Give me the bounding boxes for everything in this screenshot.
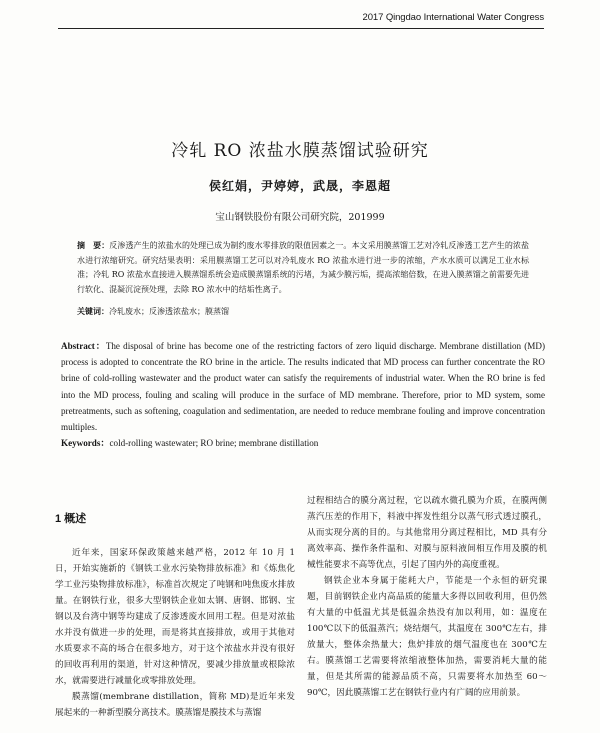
paper-title: 冷轧 RO 浓盐水膜蒸馏试验研究 [171, 141, 429, 161]
body-paragraph: 膜蒸馏(membrane distillation，简称 MD)是近年来发展起来的一种新型膜分离技术。膜蒸馏是膜技术与蒸馏 [55, 692, 295, 718]
english-abstract-label: Abstract： [61, 341, 106, 351]
english-keywords-label: Keywords： [61, 438, 110, 448]
body-paragraph: 钢铁企业本身属于能耗大户，节能是一个永恒的研究课题，目前钢铁企业内高品质的能量大多得以回收利用，但仍然有大量的中低温尤其是低温余热没有加以利用，如：温度在 100℃以下的低温蒸汽；烧结烟气，其温度在 300℃左右，排放量大，整体余热量大；焦炉排放的烟气温度也在 300℃左右。膜蒸馏工艺需要将浓缩液整体加热，需要消耗大量的能量，但是其所需的能源品质不高，只需要将水加热至 60～90℃，因此膜蒸馏工艺在钢铁行业内有广阔的应用前景。 [307, 576, 547, 698]
chinese-abstract-label: 摘 要： [77, 240, 110, 250]
english-keywords [61, 436, 545, 450]
english-abstract-text: The disposal of brine has become one of the restricting factors of zero liquid discharge. Membrane distillation (MD) process is adopted to concentrate the RO brine in the article. The results indicated that MD process can further concentrate the RO brine of cold-rolling wastewater and the product water can satisfy the requirements of industrial water. When the RO brine is fed into the MD process, fouling and scaling will produce in the surface of MD membrane. Therefore, prior to MD system, some pretreatments, such as softening, coagulation and sedimentation, are needed to reduce membrane fouling and improve concentration multiples. [61, 341, 545, 433]
chinese-keywords-text: 冷轧废水；反渗透浓盐水；膜蒸馏 [109, 307, 229, 316]
left-column [55, 545, 295, 721]
chinese-abstract [77, 238, 529, 297]
body-paragraph: 过程相结合的膜分离过程，它以疏水微孔膜为介质，在膜两侧蒸汽压差的作用下，料液中挥发性组分以蒸气形式透过膜孔，从而实现分离的目的。与其他常用分离过程相比，MD 具有分离效率高、操作条件温和、对膜与原料液间相互作用及膜的机械性能要求不高等优点，引起了国内外的高度重视。 [307, 496, 547, 570]
chinese-keywords-label: 关键词： [77, 306, 109, 316]
running-header [58, 12, 544, 29]
english-abstract [61, 338, 545, 435]
journal-name: 2017 Qingdao International Water Congress [362, 12, 544, 23]
chinese-abstract-text: 反渗透产生的浓盐水的处理已成为制约废水零排放的限值因素之一。本文采用膜蒸馏工艺对冷轧反渗透工艺产生的浓盐水进行浓缩研究。研究结果表明：采用膜蒸馏工艺可以对冷轧废水 RO 浓盐水进行进一步的浓缩，产水水质可以满足工业水标准；冷轧 RO 浓盐水直接进入膜蒸馏系统会造成膜蒸馏系统的污堵，为减少膜污垢，提高浓缩倍数，在进入膜蒸馏之前需要先进行软化、混凝沉淀预处理，去除 RO 浓水中的结垢性离子。 [77, 241, 530, 294]
right-column [307, 493, 547, 701]
section-heading: 1 概述 [55, 513, 87, 525]
author-list: 侯红娟，尹婷婷，武晟，李恩超 [208, 179, 391, 193]
english-keywords-text: cold-rolling wastewater; RO brine; membrane distillation [109, 438, 319, 448]
chinese-keywords [77, 304, 529, 319]
affiliation: 宝山钢铁股份有限公司研究院，201999 [215, 212, 385, 223]
body-paragraph: 近年来，国家环保政策越来越严格，2012 年 10 月 1 日，开始实施新的《钢铁工业水污染物排放标准》和《炼焦化学工业污染物排放标准》，标准首次规定了吨钢和吨焦废水排放量。在钢铁行业，很多大型钢铁企业如太钢、唐钢、邯钢、宝钢以及台湾中钢等均建成了反渗透废水回用工程。但是对浓盐水并没有做进一步的处理，而是将其直接排放，或用于其他对水质要求不高的场合在很多地方，对于这个浓盐水并没有很好的回收再利用的渠道，针对这种情况，要减少排放量或根除浓水，就需要进行减量化或零排放处理。 [55, 548, 295, 686]
